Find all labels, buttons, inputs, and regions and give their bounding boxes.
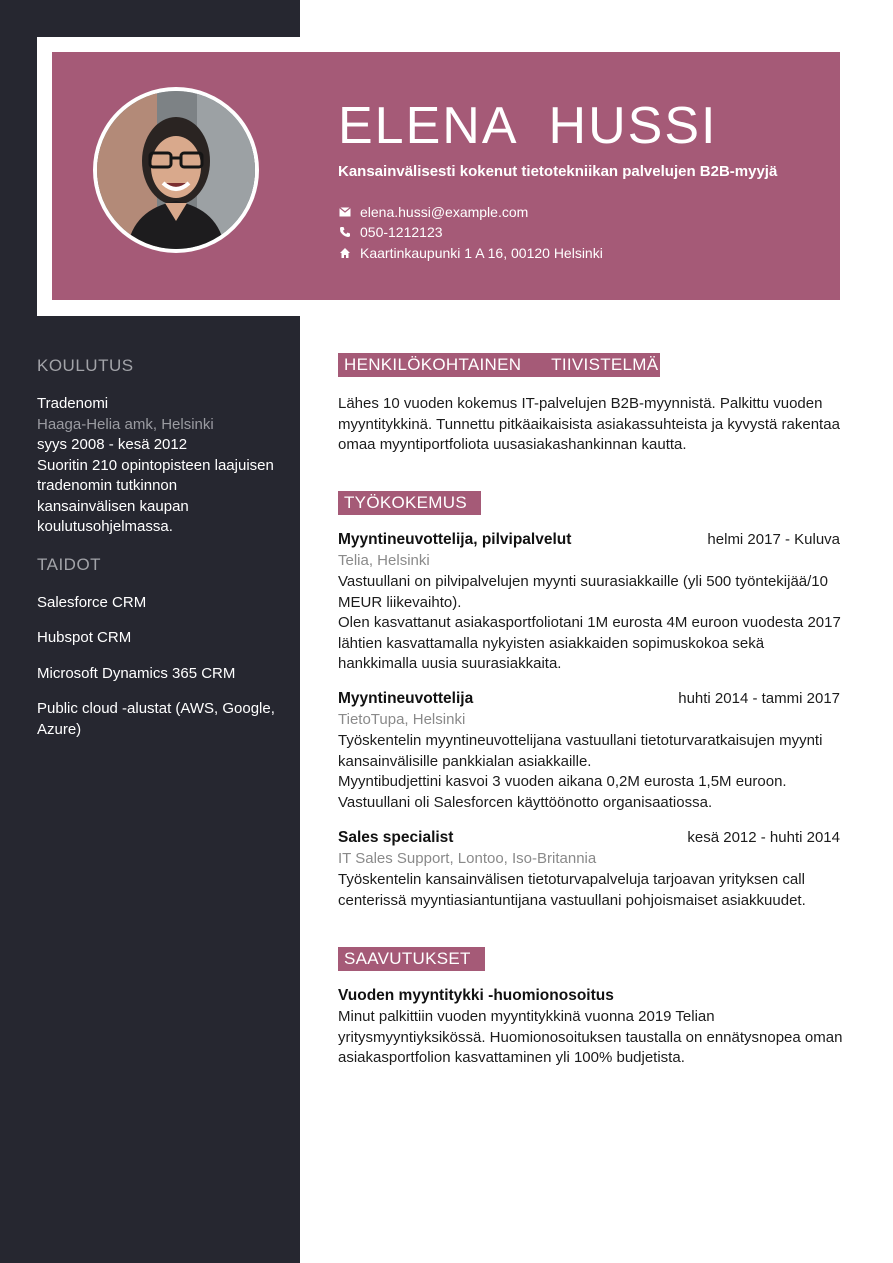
job-description: Vastuullani on pilvipalvelujen myynti suurasiakkaille (yli 500 työntekijää/10 MEUR liikevaihto). Olen kasvattanut asiakasportfoliotani 1M eurosta 4M euroon vuodesta 2017 lähtien kasvattamalla nykyisten asiakkaiden sopimuskokoa sekä hankkimalla uusia suurasiakkaita. bbox=[338, 573, 841, 672]
job-title: Sales specialist bbox=[338, 829, 454, 846]
contact-email bbox=[338, 203, 528, 221]
job-company: Telia, Helsinki bbox=[338, 552, 430, 569]
education-school: Haaga-Helia amk, Helsinki bbox=[37, 415, 214, 433]
skills-heading: TAIDOT bbox=[37, 555, 102, 574]
summary-text: Lähes 10 vuoden kokemus IT-palvelujen B2B-myynnistä. Palkittu vuoden myyntitykkinä. Tunnettu pitkäaikaisista asiakassuhteista ja kyvystä rakentaa omaa myyntiportfoliota uusasiakashankinnan kautta. bbox=[338, 395, 840, 453]
phone-icon bbox=[338, 225, 352, 239]
experience-heading: TYÖKOKEMUS bbox=[338, 491, 481, 515]
achievement-description: Minut palkittiin vuoden myyntitykkinä vuonna 2019 Telian yritysmyyntiyksikössä. Huomionosoituksen taustalla on ennätysnopea oman asiakasportfolion kasvattaminen yli 100% budjetista. bbox=[338, 1008, 843, 1066]
job-dates: helmi 2017 - Kuluva bbox=[707, 531, 840, 548]
mail-icon bbox=[338, 205, 352, 219]
education-block bbox=[37, 394, 277, 538]
profile-photo bbox=[93, 87, 259, 253]
education-degree: Tradenomi bbox=[37, 395, 109, 412]
job-title: Myyntineuvottelija bbox=[338, 690, 474, 707]
contact-address bbox=[338, 244, 603, 262]
job-dates: huhti 2014 - tammi 2017 bbox=[678, 690, 840, 707]
achievements-heading: SAAVUTUKSET bbox=[338, 947, 485, 971]
skill-item: Microsoft Dynamics 365 CRM bbox=[37, 665, 236, 682]
summary-heading: HENKILÖKOHTAINEN TIIVISTELMÄ bbox=[338, 353, 660, 377]
job-description: Työskentelin kansainvälisen tietoturvapalveluja tarjoavan yrityksen call centerissä myyntiasiantuntijana vastuullani pohjoismaiset asiakkuudet. bbox=[338, 871, 806, 909]
job-company: TietoTupa, Helsinki bbox=[338, 711, 466, 728]
education-heading: KOULUTUS bbox=[37, 356, 134, 375]
achievement-title: Vuoden myyntitykki -huomionosoitus bbox=[338, 987, 614, 1004]
job-dates: kesä 2012 - huhti 2014 bbox=[687, 829, 840, 846]
contact-phone-text: 050-1212123 bbox=[360, 224, 443, 240]
contact-phone bbox=[338, 223, 443, 241]
skill-item: Hubspot CRM bbox=[37, 629, 132, 646]
skill-item: Public cloud -alustat (AWS, Google, Azure) bbox=[37, 700, 275, 738]
job-company: IT Sales Support, Lontoo, Iso-Britannia bbox=[338, 850, 597, 867]
education-description: Suoritin 210 opintopisteen laajuisen tradenomin tutkinnon kansainvälisen kaupan koulutusohjelmassa. bbox=[37, 456, 274, 535]
contact-email-text: elena.hussi@example.com bbox=[360, 204, 529, 220]
home-icon bbox=[338, 246, 352, 260]
job-description: Työskentelin myyntineuvottelijana vastuullani tietoturvaratkaisujen myynti kansainvälisille pankkialan asiakkaille. Myyntibudjettini kasvoi 3 vuoden aikana 0,2M eurosta 1,5M euroon. Vastuullani oli Salesforcen käyttöönotto organisaatiossa. bbox=[338, 732, 823, 811]
contact-address-text: Kaartinkaupunki 1 A 16, 00120 Helsinki bbox=[360, 245, 603, 261]
education-dates: syys 2008 - kesä 2012 bbox=[37, 436, 188, 453]
candidate-name: ELENA HUSSI bbox=[338, 97, 718, 155]
job-title: Myyntineuvottelija, pilvipalvelut bbox=[338, 531, 572, 548]
skill-item: Salesforce CRM bbox=[37, 594, 147, 611]
candidate-headline: Kansainvälisesti kokenut tietotekniikan palvelujen B2B-myyjä bbox=[338, 163, 778, 180]
